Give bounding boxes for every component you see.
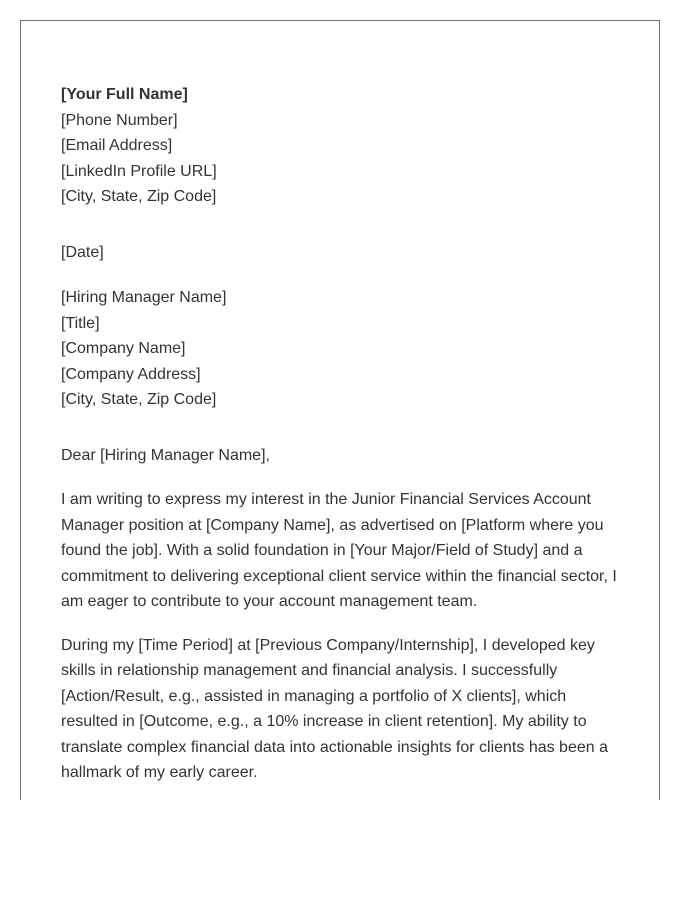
letter-content: [61, 82, 627, 786]
sender-linkedin: [LinkedIn Profile URL]: [61, 162, 217, 180]
recipient-name: [Hiring Manager Name]: [61, 289, 227, 306]
letter-page: [20, 20, 660, 800]
sender-block: [61, 82, 627, 210]
body-paragraph-1: I am writing to express my interest in the Junior Financial Services Account Manager position at [Company Name], as advertised on [Platform where you found the job]. With a solid foundation in [Your Major/Field of Study] and a commitment to delivering exceptional client service within the financial sector, I am eager to contribute to your account management team.: [61, 491, 617, 610]
sender-full-name: [Your Full Name]: [61, 86, 188, 103]
salutation: [61, 443, 627, 469]
letter-date: [Date]: [61, 243, 104, 261]
date-block: [61, 240, 627, 266]
recipient-title: [Title]: [61, 314, 100, 332]
sender-phone: [Phone Number]: [61, 111, 178, 129]
salutation-text: Dear [Hiring Manager Name],: [61, 446, 270, 464]
sender-city-state-zip: [City, State, Zip Code]: [61, 188, 217, 205]
sender-email: [Email Address]: [61, 137, 173, 154]
body-paragraph-2: During my [Time Period] at [Previous Company/Internship], I developed key skills in relationship management and financial analysis. I successfully [Action/Result, e.g., assisted in managing a portfolio of X clients], which resulted in [Outcome, e.g., a 10% increase in client retention]. My ability to translate complex financial data into actionable insights for clients has been a hallmark of my early career.: [61, 636, 608, 781]
recipient-address: [Company Address]: [61, 365, 201, 383]
recipient-block: [61, 285, 627, 413]
recipient-company: [Company Name]: [61, 340, 186, 357]
recipient-city-state-zip: [City, State, Zip Code]: [61, 391, 217, 408]
